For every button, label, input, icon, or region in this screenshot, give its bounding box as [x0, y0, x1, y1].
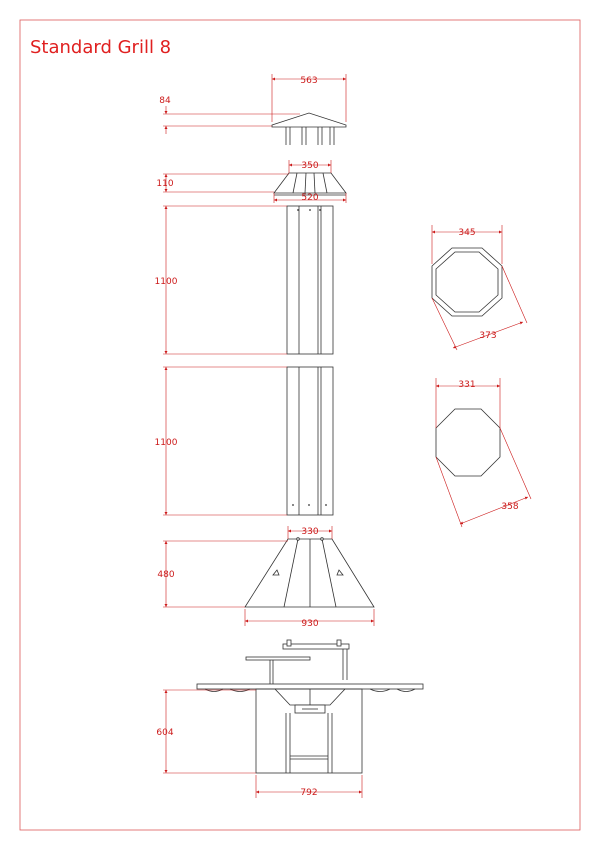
dim-label-oct-large-diag: 373 — [479, 331, 497, 341]
dim-collar-bottom — [274, 193, 346, 203]
lower-pipe — [287, 367, 333, 515]
dim-label-hood-top: 330 — [301, 527, 319, 537]
hood-part — [245, 538, 374, 607]
dim-pipe-upper — [155, 206, 287, 354]
dim-oct-small-side — [436, 378, 500, 428]
grill-grate — [197, 684, 423, 689]
dim-label-pipe-upper: 1100 — [154, 277, 178, 287]
dim-collar-height — [156, 174, 289, 192]
dim-label-cap-height: 84 — [159, 96, 171, 106]
dim-label-base-width: 792 — [300, 788, 318, 798]
dim-label-cap-width: 563 — [300, 76, 318, 86]
octagon-small — [436, 409, 500, 476]
dim-hood-top — [288, 526, 332, 539]
collar-body — [274, 173, 346, 193]
dim-label-collar-height: 110 — [156, 179, 174, 189]
dim-label-oct-small-diag: 358 — [501, 502, 519, 512]
upper-pipe — [287, 206, 333, 354]
dim-oct-large-side — [432, 225, 502, 264]
upper-pipe-part — [287, 206, 333, 354]
dim-cap-height — [159, 96, 300, 134]
dim-label-collar-top: 350 — [301, 161, 319, 171]
cap-roof — [272, 113, 346, 127]
cap-part — [272, 113, 346, 145]
dim-label-hood-height: 480 — [157, 570, 175, 580]
collar-part — [274, 173, 346, 195]
side-shelf — [246, 657, 310, 660]
dim-label-oct-large-side: 345 — [458, 228, 476, 238]
octagon-large — [432, 248, 502, 316]
dim-oct-large-diag — [432, 266, 527, 350]
dim-collar-top — [289, 160, 331, 173]
dim-base-height — [156, 690, 256, 773]
grill-base-part — [197, 640, 423, 773]
dim-pipe-lower — [155, 367, 287, 515]
dim-label-base-height: 604 — [156, 728, 174, 738]
dim-label-pipe-lower: 1100 — [154, 438, 178, 448]
dim-hood-bottom — [245, 609, 374, 629]
dim-oct-small-diag — [436, 428, 531, 527]
dim-label-oct-small-side: 331 — [458, 380, 476, 390]
dim-label-hood-bottom: 930 — [301, 619, 319, 629]
page-title: Standard Grill 8 — [30, 37, 172, 58]
lower-pipe-part — [287, 367, 333, 515]
hood-body — [245, 539, 374, 607]
dim-base-width — [256, 775, 362, 798]
dim-label-collar-bottom: 520 — [301, 193, 319, 203]
